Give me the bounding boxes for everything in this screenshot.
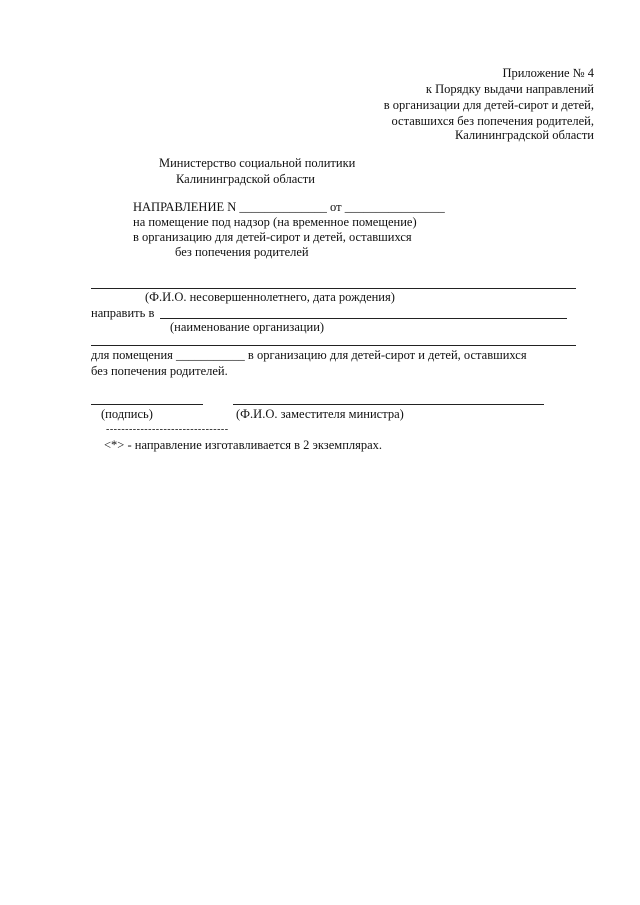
heading-line: на помещение под надзор (на временное помещение): [133, 215, 417, 229]
appendix-line: оставшихся без попечения родителей,: [391, 114, 594, 128]
signature-line: [91, 404, 203, 405]
organization-line: [160, 318, 567, 319]
appendix-number: Приложение № 4: [502, 66, 594, 80]
ministry-region: Калининградской области: [176, 172, 315, 186]
signature-caption: (подпись): [101, 407, 153, 421]
footnote-text: <*> - направление изготавливается в 2 экземплярах.: [104, 438, 383, 452]
minor-name-line: [91, 288, 576, 289]
placement-text-cont: без попечения родителей.: [91, 364, 228, 378]
heading-line: без попечения родителей: [175, 245, 309, 259]
deputy-name-caption: (Ф.И.О. заместителя министра): [236, 407, 404, 421]
appendix-line: в организации для детей-сирот и детей,: [383, 98, 594, 112]
organization-caption: (наименование организации): [170, 320, 325, 334]
deputy-name-line: [233, 404, 544, 405]
direct-to-label: направить в: [91, 306, 155, 320]
document-title: НАПРАВЛЕНИЕ N ______________ от ________________: [133, 200, 445, 214]
blank-line: [91, 345, 576, 346]
minor-name-caption: (Ф.И.О. несовершеннолетнего, дата рождения): [145, 290, 395, 304]
placement-text: для помещения ___________ в организацию для детей-сирот и детей, оставшихся: [91, 348, 527, 362]
appendix-line: Калининградской области: [455, 128, 594, 142]
heading-line: в организацию для детей-сирот и детей, оставшихся: [133, 230, 412, 244]
ministry-name: Министерство социальной политики: [159, 156, 356, 170]
footnote-separator: --------------------------------: [106, 424, 229, 435]
appendix-line: к Порядку выдачи направлений: [425, 82, 594, 96]
